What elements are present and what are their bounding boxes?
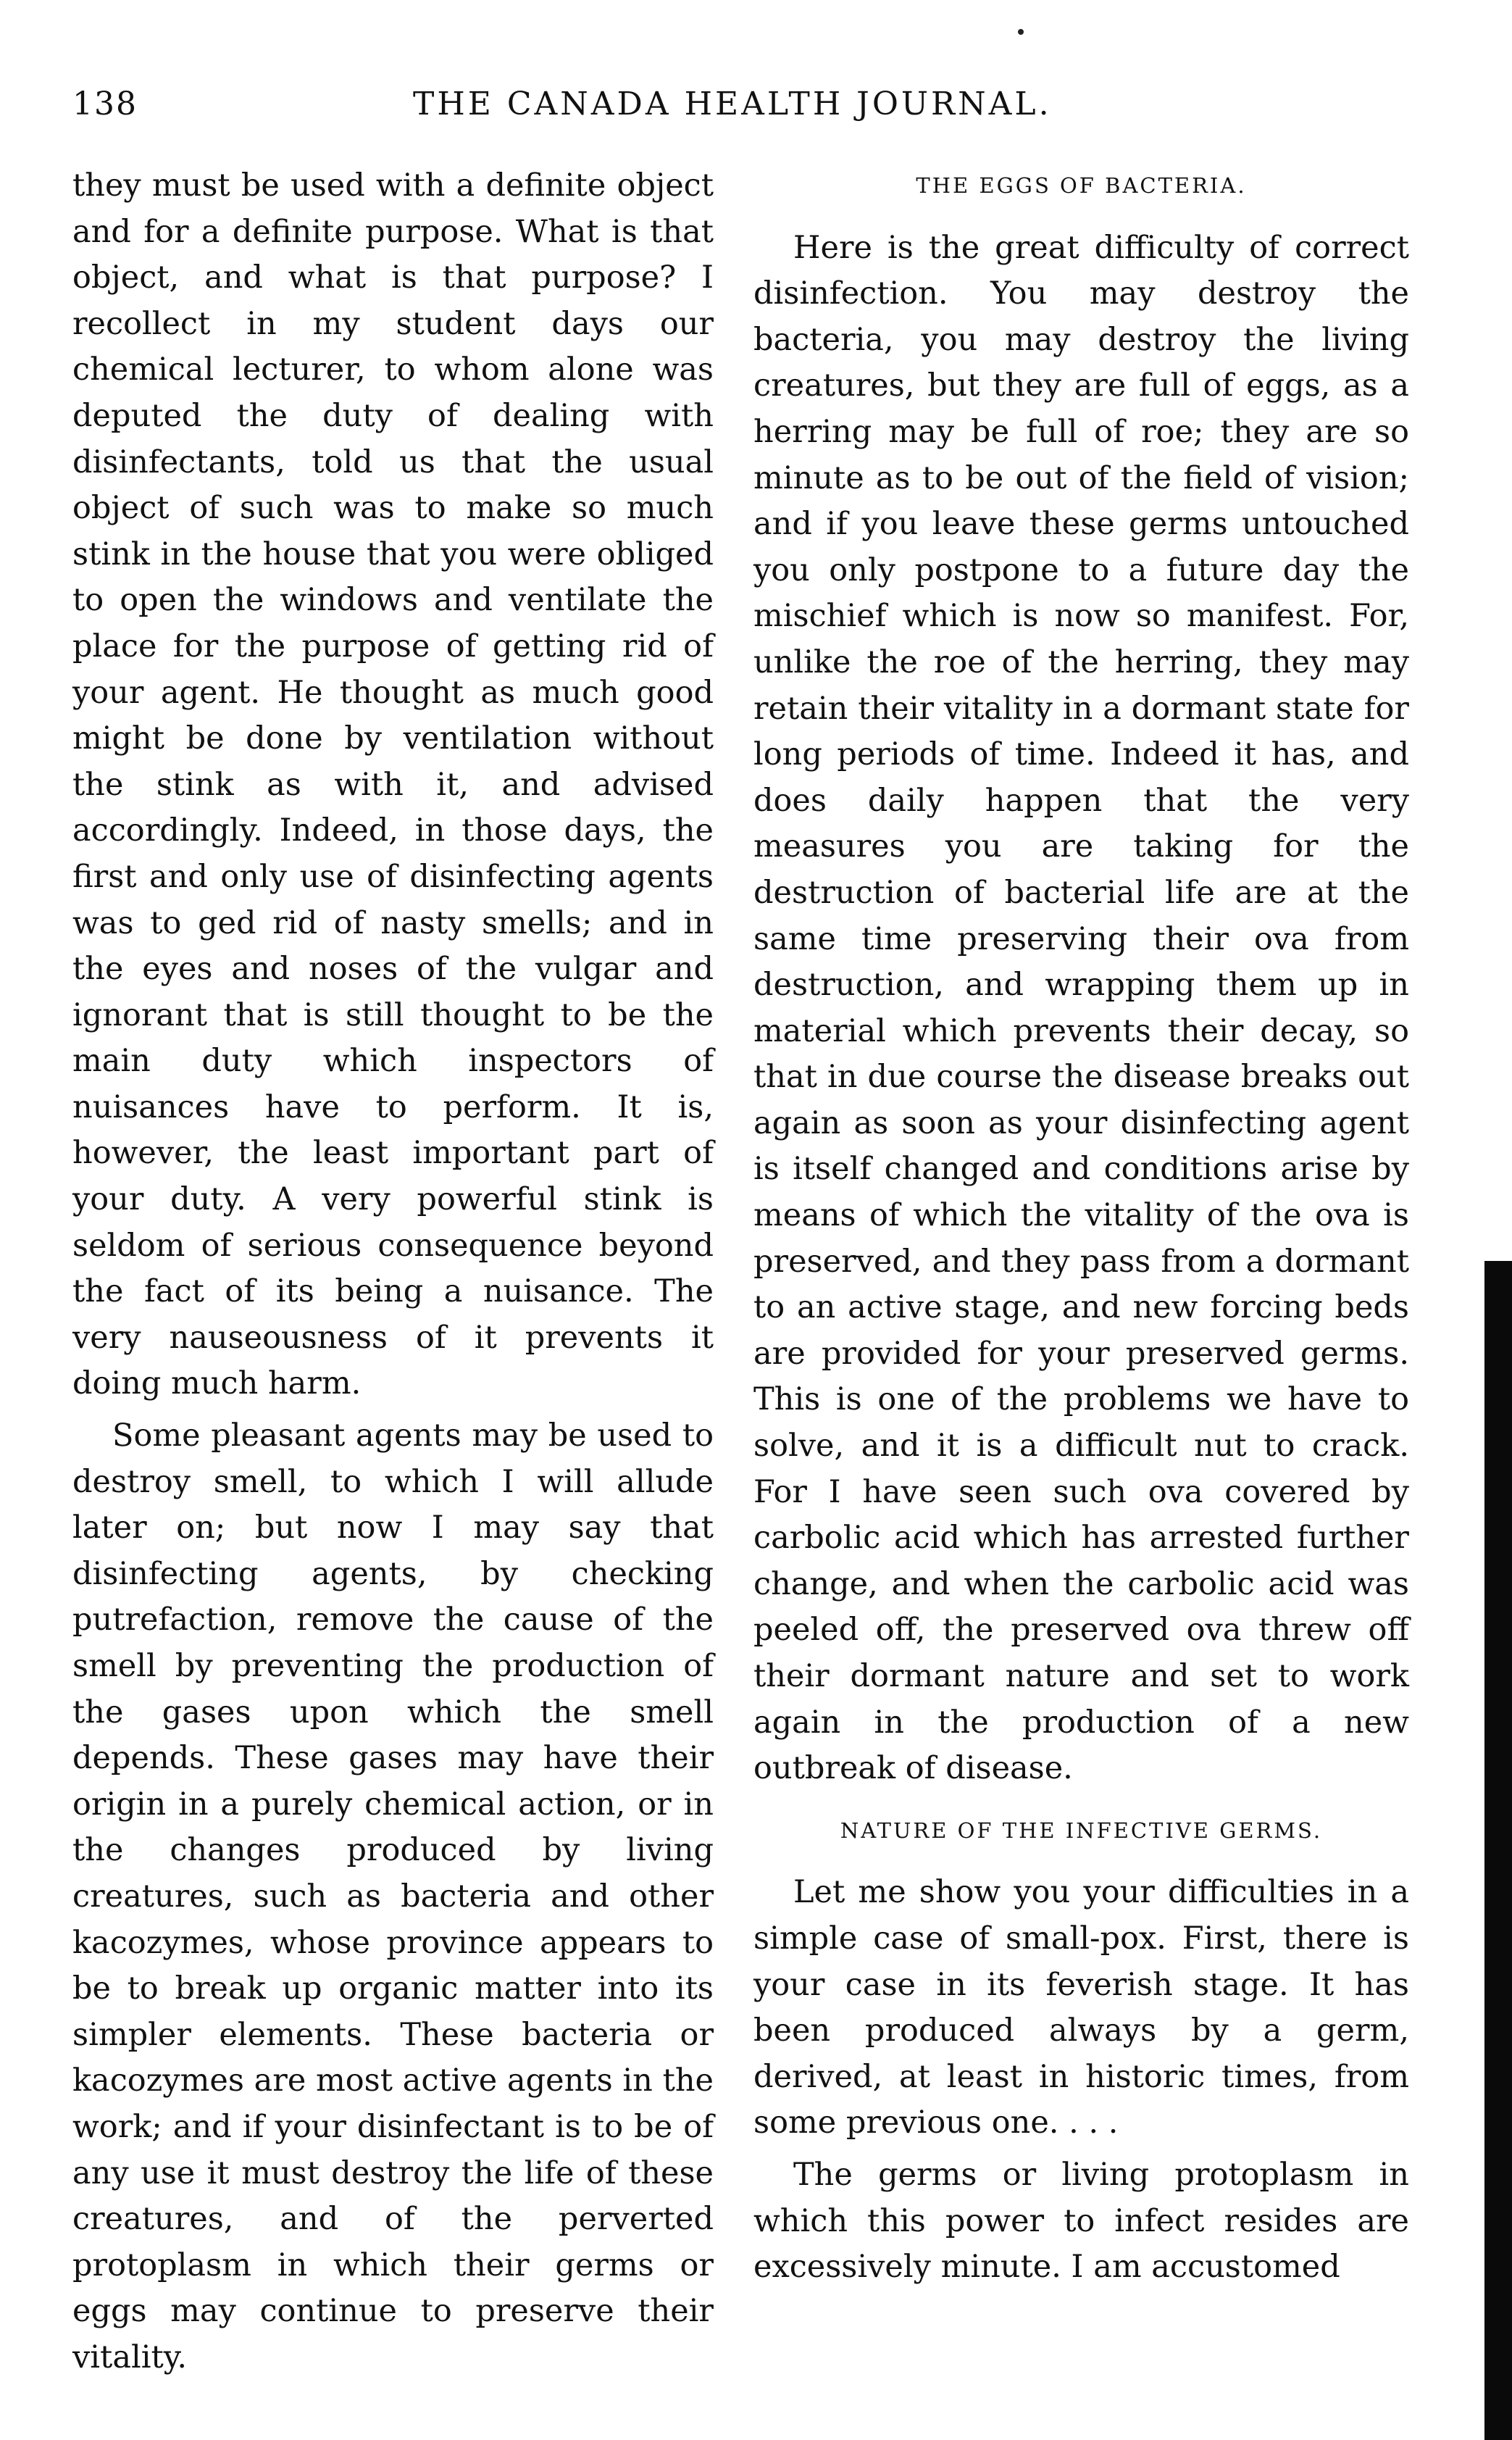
left-column — [72, 163, 714, 2381]
right-paragraph-1: Here is the great difficulty of correct disinfection. You may destroy the bacteria, you may destroy the living creatures, but they are full of eggs, as a herring may be full of roe; they are so minute as to be out of the field of vision; and if you leave these germs untouched you only postpone to a future day the mischief which is now so manifest. For, unlike the roe of the herring, they may retain their vitality in a dormant state for long periods of time. Indeed it has, and does daily happen that the very measures you are taking for the destruction of bacterial life are at the same time preserving their ova from destruction, and wrapping them up in material which prevents their decay, so that in due course the disease breaks out again as soon as your disinfecting agent is itself changed and conditions arise by means of which the vitality of the ova is preserved, and they pass from a dormant to an active stage, and new forcing beds are provided for your preserved germs. This is one of the problems we have to solve, and it is a difficult nut to crack. For I have seen such ova covered by carbolic acid which has arrested further change, and when the carbolic acid was peeled off, the preserved ova threw off their dormant nature and set to work again in the production of a new outbreak of disease. — [753, 229, 1409, 1787]
left-paragraph-1: they must be used with a definite object and for a definite purpose. What is that object, and what is that purpose? I recollect in my student days our chemical lecturer, to whom alone was deputed the duty of dealing with disinfectants, told us that the usual object of such was to make so much stink in the house that you were obliged to open the windows and ventilate the place for the purpose of getting rid of your agent. He thought as much good might be done by ventilation without the stink as with it, and advised accordingly. Indeed, in those days, the first and only use of disinfecting agents was to ged rid of nasty smells; and in the eyes and noses of the vulgar and ignorant that is still thought to be the main duty which inspectors of nuisances have to perform. It is, however, the least important part of your duty. A very powerful stink is seldom of serious consequence beyond the fact of its being a nuisance. The very nauseousness of it prevents it doing much harm. — [72, 167, 714, 1402]
right-paragraph-3: The germs or living protoplasm in which this power to infect resides are excessively minute. I am accustomed — [753, 2156, 1409, 2286]
page-number: 138 — [72, 86, 138, 122]
ink-speck — [1018, 29, 1024, 35]
running-title: THE CANADA HEALTH JOURNAL. — [413, 86, 1052, 122]
page-header — [72, 86, 1420, 143]
section-heading-eggs-of-bacteria: THE EGGS OF BACTERIA. — [916, 173, 1247, 198]
section-heading-infective-germs: NATURE OF THE INFECTIVE GERMS. — [840, 1817, 1323, 1843]
right-paragraph-2: Let me show you your difficulties in a simple case of small-pox. First, there is your case in its feverish stage. It has been produced always by a germ, derived, at least in historic times, from some previous one. . . . — [753, 1874, 1409, 2141]
left-paragraph-2: Some pleasant agents may be used to destroy smell, to which I will allude later on; but now I may say that disinfecting agents, by checking putrefaction, remove the cause of the smell by preventing the production of the gases upon which the smell depends. These gases may have their origin in a purely chemical action, or in the changes produced by living creatures, such as bacteria and other kacozymes, whose province appears to be to break up organic matter into its simpler elements. These bacteria or kacozymes are most active agents in the work; and if your disinfectant is to be of any use it must destroy the life of these creatures, and of the perverted protoplasm in which their germs or eggs may continue to preserve their vitality. — [72, 1417, 714, 2376]
right-column — [753, 163, 1409, 2291]
page-edge-shadow — [1484, 1261, 1512, 2440]
